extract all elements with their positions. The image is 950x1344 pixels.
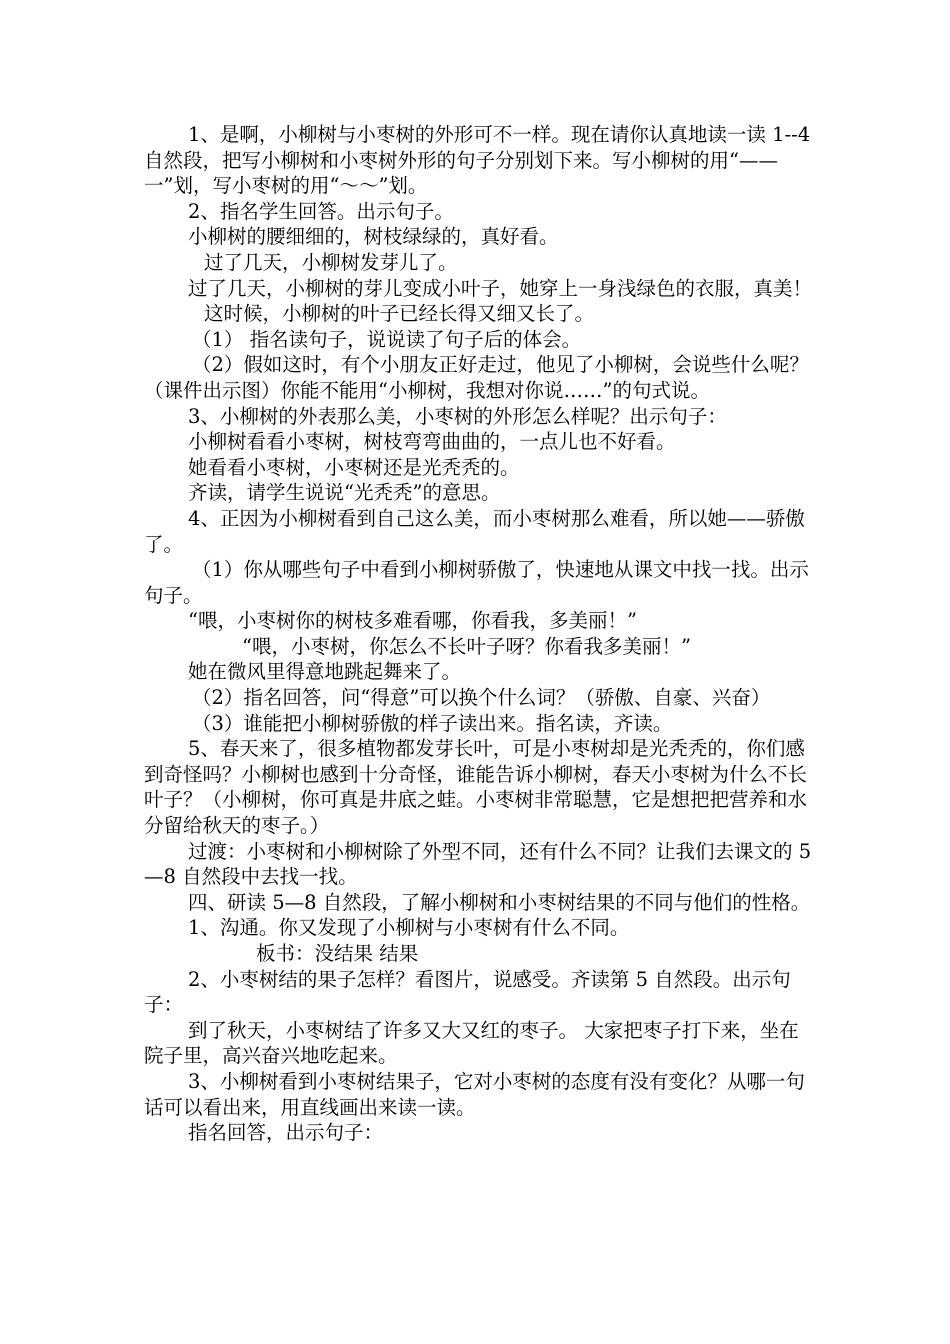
quote-willow-waist: 小柳树的腰细细的，树枝绿绿的，真好看。 bbox=[188, 225, 559, 249]
paragraph-2: 2、指名学生回答。出示句子。 bbox=[188, 199, 454, 223]
section-heading-4: 四、研读 5—8 自然段，了解小柳树和小枣树结果的不同与他们的性格。 bbox=[188, 890, 811, 914]
document-page bbox=[144, 122, 812, 1146]
quote-jujube-branches: 小柳树看看小枣树，树枝弯弯曲曲的，一点儿也不好看。 bbox=[188, 430, 676, 454]
sub-item-4-3: （3）谁能把小柳树骄傲的样子读出来。指名读，齐读。 bbox=[192, 711, 673, 735]
quote-willow-leaves: 过了几天，小柳树的芽儿变成小叶子，她穿上一身浅绿色的衣服，真美！ bbox=[188, 276, 813, 300]
paragraph-3: 3、小柳树的外表那么美，小枣树的外形怎么样呢？出示句子： bbox=[188, 404, 727, 428]
paragraph-s4-1: 1、沟通。你又发现了小柳树与小枣树有什么不同。 bbox=[188, 916, 630, 940]
quote-hey-jujube-1: “喂，小枣树你的树枝多难看哪，你看我，多美丽！” bbox=[188, 609, 637, 633]
paragraph-5: 5、春天来了，很多植物都发芽长叶，可是小枣树却是光秃秃的，你们感到奇怪吗？小柳树也感到十分奇怪，谁能告诉小柳树，春天小枣树为什么不长叶子？（小柳树，你可真是井底之蛙。小枣树非常聪慧，它是想把把营养和水分留给秋天的枣子。） bbox=[144, 737, 808, 838]
paragraph-read-together: 齐读，请学生说说“光秃秃”的意思。 bbox=[188, 481, 501, 505]
quote-dancing: 她在微风里得意地跳起舞来了。 bbox=[188, 660, 462, 684]
sub-item-2: （2）假如这时，有个小朋友正好走过，他见了小柳树，会说些什么呢？（课件出示图）你能不能用“小柳树，我想对你说……”的句式说。 bbox=[144, 353, 809, 402]
paragraph-s4-3: 3、小柳树看到小枣树结果子，它对小枣树的态度有没有变化？从哪一句话可以看出来，用直线画出来读一读。 bbox=[144, 1069, 805, 1119]
paragraph-answer: 指名回答，出示句子： bbox=[188, 1121, 384, 1145]
sub-item-4-2: （2）指名回答，问“得意”可以换个什么词？（骄傲、自豪、兴奋） bbox=[192, 686, 771, 710]
blackboard-note: 板书：没结果 结果 bbox=[256, 942, 419, 965]
sub-item-4-1: （1）你从哪些句子中看到小柳树骄傲了，快速地从课文中找一找。出示句子。 bbox=[144, 558, 809, 607]
quote-willow-long-leaves: 这时候，小柳树的叶子已经长得又细又长了。 bbox=[204, 302, 595, 326]
quote-hey-jujube-2: “喂，小枣树，你怎么不长叶子呀？你看我多美丽！” bbox=[242, 634, 691, 658]
quote-jujube-bare: 她看看小枣树，小枣树还是光秃秃的。 bbox=[188, 455, 520, 479]
quote-autumn-jujubes: 到了秋天，小枣树结了许多又大又红的枣子。 大家把枣子打下来，坐在院子里，高兴奋兴地吃起来。 bbox=[144, 1018, 799, 1068]
sub-item-1: （1） 指名读句子，说说读了句子后的体会。 bbox=[192, 327, 582, 351]
paragraph-s4-2: 2、小枣树结的果子怎样？看图片，说感受。齐读第 5 自然段。出示句子： bbox=[144, 967, 791, 1017]
quote-willow-sprout: 过了几天，小柳树发芽儿了。 bbox=[204, 250, 458, 274]
paragraph-4: 4、正因为小柳树看到自己这么美，而小枣树那么难看，所以她——骄傲了。 bbox=[144, 506, 805, 556]
paragraph-transition: 过渡：小枣树和小柳树除了外型不同，还有什么不同？让我们去课文的 5—8 自然段中去找一找。 bbox=[144, 839, 812, 889]
paragraph-1: 1、是啊，小柳树与小枣树的外形可不一样。现在请你认真地读一读 1--4 自然段，把写小柳树和小枣树外形的句子分别划下来。写小柳树的用“——一”划，写小枣树的用“～～”划。 bbox=[144, 123, 811, 198]
